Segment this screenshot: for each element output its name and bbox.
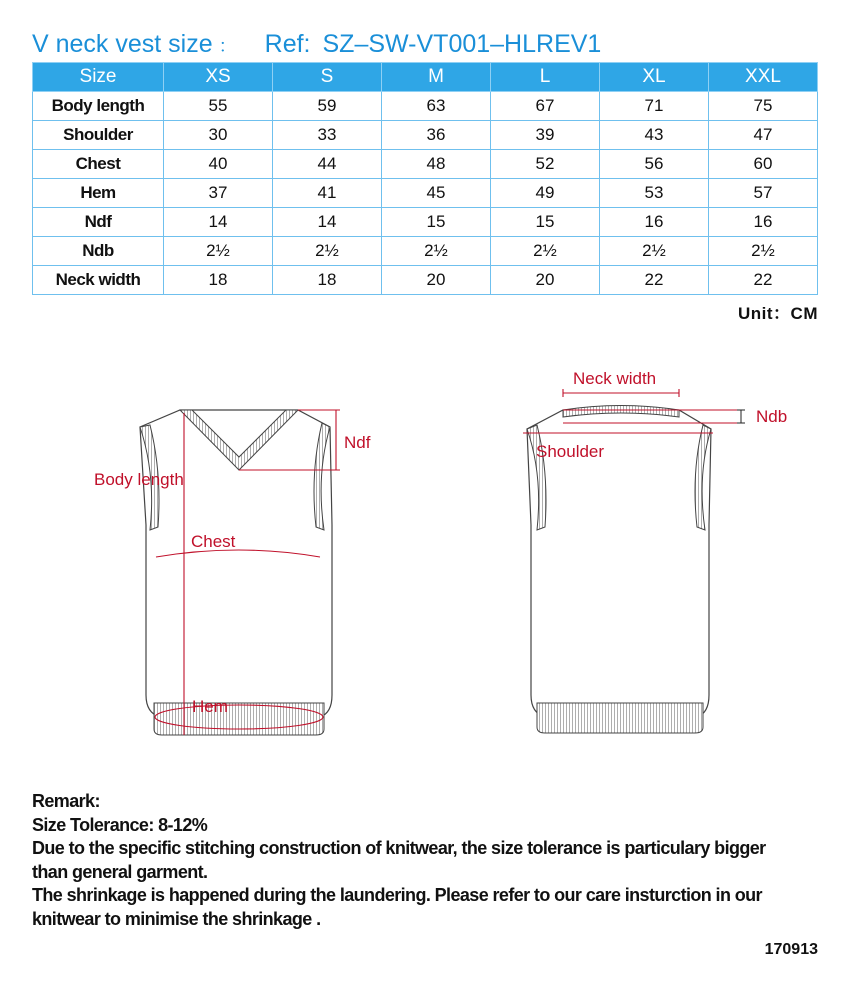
header-cell: XXL bbox=[709, 63, 818, 92]
table-cell: 2½ bbox=[273, 237, 382, 266]
row-label: Ndb bbox=[33, 237, 164, 266]
table-cell: 22 bbox=[600, 266, 709, 295]
document-code: 170913 bbox=[764, 941, 818, 958]
document-title bbox=[32, 30, 601, 59]
table-cell: 2½ bbox=[709, 237, 818, 266]
table-cell: 2½ bbox=[491, 237, 600, 266]
table-cell: 67 bbox=[491, 92, 600, 121]
table-row bbox=[33, 92, 818, 121]
row-label: Neck width bbox=[33, 266, 164, 295]
remark-line-2: The shrinkage is happened during the laundering. Please refer to our care insturction in our knitwear to minimise the shrinkage . bbox=[32, 885, 762, 929]
table-cell: 52 bbox=[491, 150, 600, 179]
row-label: Shoulder bbox=[33, 121, 164, 150]
table-row bbox=[33, 121, 818, 150]
table-cell: 55 bbox=[164, 92, 273, 121]
table-cell: 2½ bbox=[600, 237, 709, 266]
table-cell: 48 bbox=[382, 150, 491, 179]
title-name: V neck vest size bbox=[32, 30, 213, 58]
table-row bbox=[33, 266, 818, 295]
table-cell: 56 bbox=[600, 150, 709, 179]
table-row bbox=[33, 237, 818, 266]
table-cell: 57 bbox=[709, 179, 818, 208]
table-row bbox=[33, 208, 818, 237]
remark-block bbox=[32, 790, 772, 931]
table-cell: 2½ bbox=[382, 237, 491, 266]
remark-heading: Remark: bbox=[32, 791, 100, 811]
table-cell: 2½ bbox=[164, 237, 273, 266]
table-cell: 15 bbox=[382, 208, 491, 237]
unit-label: Unit：CM bbox=[738, 304, 818, 323]
table-cell: 43 bbox=[600, 121, 709, 150]
table-cell: 20 bbox=[491, 266, 600, 295]
table-cell: 22 bbox=[709, 266, 818, 295]
table-cell: 47 bbox=[709, 121, 818, 150]
table-cell: 14 bbox=[273, 208, 382, 237]
header-cell: M bbox=[382, 63, 491, 92]
body-length-label: Body length bbox=[94, 470, 184, 489]
front-vest-drawing bbox=[100, 395, 360, 755]
row-label: Hem bbox=[33, 179, 164, 208]
table-cell: 49 bbox=[491, 179, 600, 208]
table-cell: 36 bbox=[382, 121, 491, 150]
back-vest-drawing bbox=[515, 385, 755, 755]
table-cell: 59 bbox=[273, 92, 382, 121]
header-cell: XL bbox=[600, 63, 709, 92]
header-cell: S bbox=[273, 63, 382, 92]
shoulder-label: Shoulder bbox=[536, 442, 605, 461]
title-colon: ： bbox=[218, 36, 237, 56]
remark-line-1: Due to the specific stitching construction of knitwear, the size tolerance is particulary bigger than general garment. bbox=[32, 838, 766, 882]
remark-tolerance: Size Tolerance: 8-12% bbox=[32, 814, 208, 835]
header-cell: XS bbox=[164, 63, 273, 92]
table-cell: 18 bbox=[273, 266, 382, 295]
neck-width-label: Neck width bbox=[573, 369, 657, 388]
table-cell: 33 bbox=[273, 121, 382, 150]
table-cell: 60 bbox=[709, 150, 818, 179]
table-cell: 15 bbox=[491, 208, 600, 237]
table-row bbox=[33, 150, 818, 179]
chest-label: Chest bbox=[191, 532, 236, 551]
table-cell: 40 bbox=[164, 150, 273, 179]
table-cell: 63 bbox=[382, 92, 491, 121]
table-cell: 53 bbox=[600, 179, 709, 208]
table-row bbox=[33, 179, 818, 208]
ndf-label: Ndf bbox=[344, 433, 371, 452]
row-label: Chest bbox=[33, 150, 164, 179]
table-cell: 16 bbox=[709, 208, 818, 237]
table-cell: 16 bbox=[600, 208, 709, 237]
table-cell: 41 bbox=[273, 179, 382, 208]
size-table bbox=[32, 62, 818, 295]
table-cell: 20 bbox=[382, 266, 491, 295]
table-cell: 44 bbox=[273, 150, 382, 179]
header-cell: Size bbox=[33, 63, 164, 92]
title-ref-code: SZ–SW-VT001–HLREV1 bbox=[322, 30, 602, 58]
table-cell: 18 bbox=[164, 266, 273, 295]
hem-label: Hem bbox=[192, 697, 228, 716]
table-cell: 14 bbox=[164, 208, 273, 237]
table-cell: 71 bbox=[600, 92, 709, 121]
title-ref-label: Ref: bbox=[264, 30, 311, 58]
table-cell: 75 bbox=[709, 92, 818, 121]
table-cell: 37 bbox=[164, 179, 273, 208]
row-label: Body length bbox=[33, 92, 164, 121]
table-cell: 39 bbox=[491, 121, 600, 150]
ndb-label: Ndb bbox=[756, 407, 788, 426]
table-cell: 45 bbox=[382, 179, 491, 208]
size-table-header bbox=[33, 63, 818, 92]
row-label: Ndf bbox=[33, 208, 164, 237]
table-cell: 30 bbox=[164, 121, 273, 150]
header-cell: L bbox=[491, 63, 600, 92]
